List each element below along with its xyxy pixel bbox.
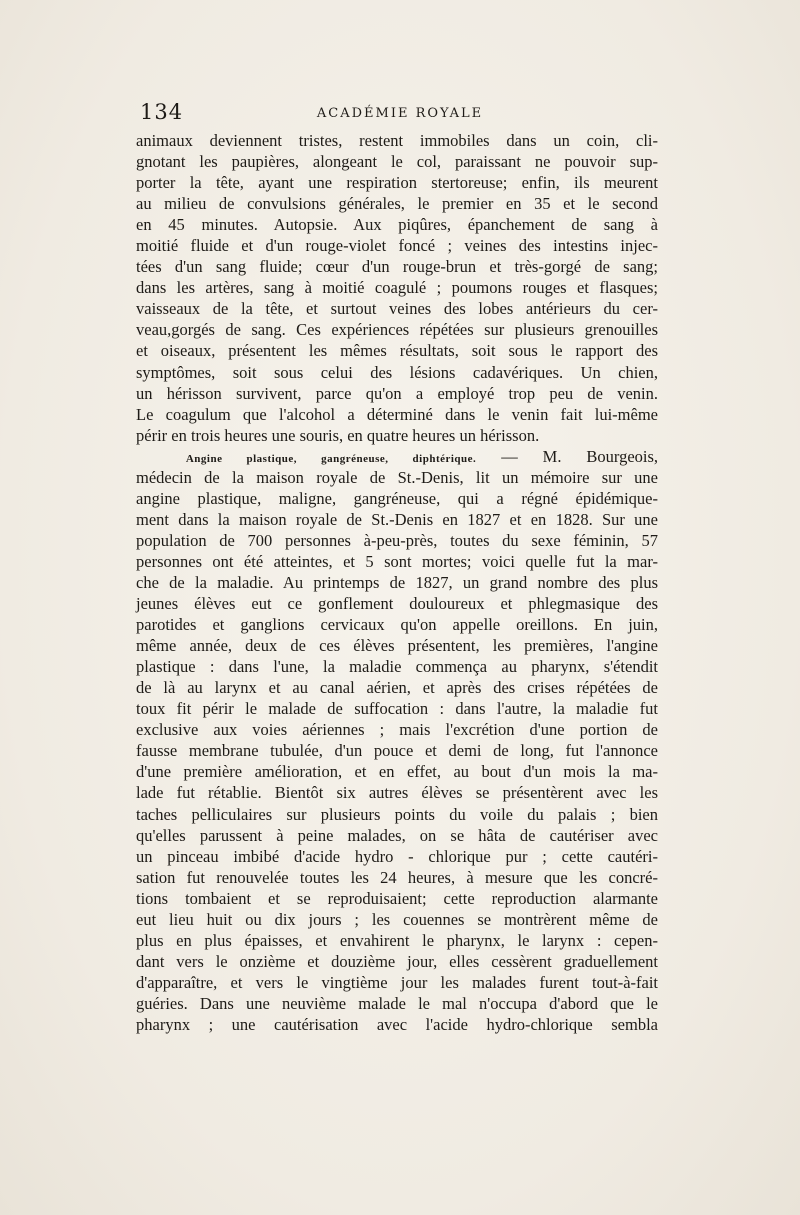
- text-line: population de 700 personnes à-peu-près, toutes du sexe féminin, 57: [136, 530, 658, 550]
- text-line: che de la maladie. Au printemps de 1827, un grand nombre des plus: [136, 572, 658, 592]
- section-heading-continuation: — M. Bourgeois,: [501, 446, 659, 466]
- text-line: fausse membrane tubulée, d'un pouce et demi de long, fut l'annonce: [136, 741, 658, 761]
- text-line: périr en trois heures une souris, en quatre heures un hérisson.: [136, 425, 540, 445]
- text-line: dant vers le onzième et douzième jour, elles cessèrent graduellement: [136, 951, 658, 971]
- section-heading: Angine plastique, gangréneuse, diphtérique.: [185, 452, 477, 465]
- body-text: [136, 130, 658, 1035]
- text-line: lade fut rétablie. Bientôt six autres élèves se présentèrent avec les: [136, 783, 658, 803]
- text-line: un hérisson survivent, parce qu'on a employé trop peu de venin.: [136, 383, 658, 403]
- text-line: angine plastique, maligne, gangréneuse, qui a régné épidémique-: [136, 488, 658, 508]
- text-line: toux fit périr le malade de suffocation : dans l'autre, la maladie fut: [136, 699, 658, 719]
- text-line: tées d'un sang fluide; cœur d'un rouge-brun et très-gorgé de sang;: [136, 257, 658, 277]
- text-line: de là au larynx et au canal aérien, et après des crises répétées de: [136, 678, 658, 698]
- page-number: 134: [140, 100, 184, 124]
- text-line: tions tombaient et se reproduisaient; cette reproduction alarmante: [136, 888, 658, 908]
- text-line: symptômes, soit sous celui des lésions cadavériques. Un chien,: [136, 362, 658, 382]
- page-header: [140, 100, 660, 130]
- text-line: animaux deviennent tristes, restent immobiles dans un coin, cli-: [136, 131, 658, 150]
- text-line: guéries. Dans une neuvième malade le mal n'occupa d'abord que le: [136, 993, 658, 1013]
- text-line: vaisseaux de la tête, et surtout veines des lobes antérieurs du cer-: [136, 299, 658, 319]
- text-line: plus en plus épaisses, et envahirent le pharynx, le larynx : cepen-: [136, 930, 658, 950]
- text-line: même année, deux de ces élèves présentent, les premières, l'angine: [136, 636, 658, 656]
- text-line: et oiseaux, présentent les mêmes résultats, soit sous le rapport des: [136, 341, 658, 361]
- text-line: un pinceau imbibé d'acide hydro - chlorique pur ; cette cautéri-: [136, 846, 658, 866]
- text-line: exclusive aux voies aériennes ; mais l'excrétion d'une portion de: [136, 720, 658, 740]
- text-line: au milieu de convulsions générales, le premier en 35 et le second: [136, 194, 658, 214]
- text-line: gnotant les paupières, alongeant le col, paraissant ne pouvoir sup-: [136, 152, 658, 172]
- text-line: eut lieu huit ou dix jours ; les couennes se montrèrent même de: [136, 909, 658, 929]
- text-line: médecin de la maison royale de St.-Denis, lit un mémoire sur une: [136, 467, 658, 487]
- text-line: parotides et ganglions cervicaux qu'on appelle oreillons. En juin,: [136, 615, 658, 635]
- text-line: pharynx ; une cautérisation avec l'acide hydro-chlorique sembla: [136, 1014, 658, 1034]
- text-line: dans les artères, sang à moitié coagulé ; poumons rouges et flasques;: [136, 278, 658, 298]
- running-head: ACADÉMIE ROYALE: [316, 106, 484, 121]
- text-line: personnes ont été atteintes, et 5 sont mortes; voici quelle fut la mar-: [136, 551, 658, 571]
- text-line: sation fut renouvelée toutes les 24 heures, à mesure que les concré-: [136, 867, 658, 887]
- text-line: taches pelliculaires sur plusieurs points du voile du palais ; bien: [136, 804, 658, 824]
- text-line: en 45 minutes. Autopsie. Aux piqûres, épanchement de sang à: [136, 215, 658, 235]
- text-line: ment dans la maison royale de St.-Denis en 1827 et en 1828. Sur une: [136, 509, 658, 529]
- text-line: qu'elles parussent à peine malades, on se hâta de cautériser avec: [136, 825, 658, 845]
- text-line: plastique : dans l'une, la maladie commença au pharynx, s'étendit: [136, 657, 658, 677]
- text-line: moitié fluide et d'un rouge-violet foncé ; veines des intestins injec-: [136, 236, 658, 256]
- text-line: porter la tête, ayant une respiration stertoreuse; enfin, ils meurent: [136, 173, 658, 193]
- section-heading-line: [136, 446, 658, 467]
- text-line: d'apparaître, et vers le vingtième jour les malades furent tout-à-fait: [136, 972, 658, 992]
- text-line: d'une première amélioration, et en effet, au bout d'un mois la ma-: [136, 762, 658, 782]
- text-line: Le coagulum que l'alcohol a déterminé dans le venin fait lui-même: [136, 404, 658, 424]
- text-line: jeunes élèves eut ce gonflement douloureux et phlegmasique des: [136, 594, 658, 614]
- text-line: veau,gorgés de sang. Ces expériences répétées sur plusieurs grenouilles: [136, 320, 658, 340]
